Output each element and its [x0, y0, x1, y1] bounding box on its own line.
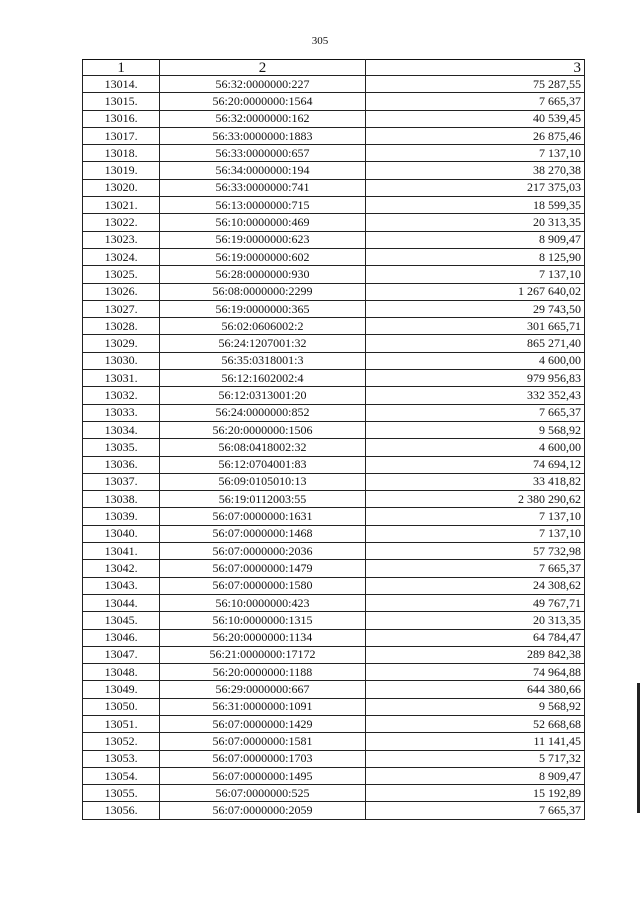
- column-header-3: 3: [365, 60, 584, 76]
- amount-cell: 332 352,43: [365, 387, 584, 404]
- row-number-cell: 13056.: [83, 802, 160, 819]
- cadastral-number-cell: 56:10:0000000:469: [160, 214, 366, 231]
- table-row: [83, 318, 585, 335]
- amount-cell: 7 665,37: [365, 802, 584, 819]
- row-number-cell: 13047.: [83, 646, 160, 663]
- table-row: [83, 145, 585, 162]
- row-number-cell: 13025.: [83, 266, 160, 283]
- row-number-cell: 13035.: [83, 439, 160, 456]
- table-row: [83, 421, 585, 438]
- table-row: [83, 525, 585, 542]
- amount-cell: 29 743,50: [365, 300, 584, 317]
- table-row: [83, 698, 585, 715]
- amount-cell: 7 137,10: [365, 525, 584, 542]
- amount-cell: 7 665,37: [365, 404, 584, 421]
- table-row: [83, 473, 585, 490]
- table-row: [83, 231, 585, 248]
- table-row: [83, 404, 585, 421]
- amount-cell: 644 380,66: [365, 681, 584, 698]
- cadastral-number-cell: 56:33:0000000:1883: [160, 127, 366, 144]
- cadastral-number-cell: 56:07:0000000:1429: [160, 715, 366, 732]
- table-row: [83, 300, 585, 317]
- cadastral-number-cell: 56:24:0000000:852: [160, 404, 366, 421]
- table-row: [83, 76, 585, 93]
- amount-cell: 217 375,03: [365, 179, 584, 196]
- cadastral-number-cell: 56:12:0704001:83: [160, 456, 366, 473]
- row-number-cell: 13033.: [83, 404, 160, 421]
- table-row: [83, 335, 585, 352]
- row-number-cell: 13031.: [83, 370, 160, 387]
- row-number-cell: 13029.: [83, 335, 160, 352]
- row-number-cell: 13018.: [83, 145, 160, 162]
- cadastral-number-cell: 56:07:0000000:1580: [160, 577, 366, 594]
- row-number-cell: 13040.: [83, 525, 160, 542]
- amount-cell: 7 137,10: [365, 508, 584, 525]
- amount-cell: 7 137,10: [365, 145, 584, 162]
- table-row: [83, 646, 585, 663]
- cadastral-number-cell: 56:19:0000000:623: [160, 231, 366, 248]
- table-row: [83, 283, 585, 300]
- row-number-cell: 13034.: [83, 421, 160, 438]
- cadastral-number-cell: 56:07:0000000:2036: [160, 543, 366, 560]
- amount-cell: 64 784,47: [365, 629, 584, 646]
- table-row: [83, 508, 585, 525]
- table-row: [83, 664, 585, 681]
- amount-cell: 5 717,32: [365, 750, 584, 767]
- cadastral-number-cell: 56:10:0000000:1315: [160, 612, 366, 629]
- cadastral-number-cell: 56:28:0000000:930: [160, 266, 366, 283]
- table-body: [83, 76, 585, 820]
- table-row: [83, 491, 585, 508]
- cadastral-number-cell: 56:34:0000000:194: [160, 162, 366, 179]
- amount-cell: 8 909,47: [365, 231, 584, 248]
- table-row: [83, 802, 585, 819]
- table-row: [83, 785, 585, 802]
- amount-cell: 7 665,37: [365, 93, 584, 110]
- table-row: [83, 543, 585, 560]
- table-row: [83, 456, 585, 473]
- cadastral-number-cell: 56:20:0000000:1506: [160, 421, 366, 438]
- row-number-cell: 13042.: [83, 560, 160, 577]
- table-row: [83, 560, 585, 577]
- cadastral-number-cell: 56:19:0000000:365: [160, 300, 366, 317]
- cadastral-number-cell: 56:31:0000000:1091: [160, 698, 366, 715]
- amount-cell: 33 418,82: [365, 473, 584, 490]
- amount-cell: 38 270,38: [365, 162, 584, 179]
- table-row: [83, 439, 585, 456]
- cadastral-number-cell: 56:02:0606002:2: [160, 318, 366, 335]
- amount-cell: 26 875,46: [365, 127, 584, 144]
- table-header: [83, 60, 585, 76]
- cadastral-number-cell: 56:12:0313001:20: [160, 387, 366, 404]
- amount-cell: 8 125,90: [365, 248, 584, 265]
- amount-cell: 24 308,62: [365, 577, 584, 594]
- cadastral-number-cell: 56:35:0318001:3: [160, 352, 366, 369]
- table-row: [83, 733, 585, 750]
- row-number-cell: 13019.: [83, 162, 160, 179]
- row-number-cell: 13015.: [83, 93, 160, 110]
- table-row: [83, 767, 585, 784]
- amount-cell: 9 568,92: [365, 698, 584, 715]
- row-number-cell: 13017.: [83, 127, 160, 144]
- table-row: [83, 197, 585, 214]
- table-row: [83, 214, 585, 231]
- cadastral-number-cell: 56:20:0000000:1134: [160, 629, 366, 646]
- cadastral-number-cell: 56:07:0000000:1495: [160, 767, 366, 784]
- row-number-cell: 13023.: [83, 231, 160, 248]
- column-header-1: 1: [83, 60, 160, 76]
- row-number-cell: 13022.: [83, 214, 160, 231]
- amount-cell: 4 600,00: [365, 352, 584, 369]
- cadastral-number-cell: 56:32:0000000:162: [160, 110, 366, 127]
- row-number-cell: 13024.: [83, 248, 160, 265]
- row-number-cell: 13052.: [83, 733, 160, 750]
- row-number-cell: 13050.: [83, 698, 160, 715]
- amount-cell: 4 600,00: [365, 439, 584, 456]
- cadastral-number-cell: 56:12:1602002:4: [160, 370, 366, 387]
- row-number-cell: 13030.: [83, 352, 160, 369]
- row-number-cell: 13028.: [83, 318, 160, 335]
- amount-cell: 11 141,45: [365, 733, 584, 750]
- row-number-cell: 13021.: [83, 197, 160, 214]
- amount-cell: 7 665,37: [365, 560, 584, 577]
- table-row: [83, 594, 585, 611]
- amount-cell: 289 842,38: [365, 646, 584, 663]
- cadastral-number-cell: 56:07:0000000:1631: [160, 508, 366, 525]
- page-number: 305: [311, 35, 329, 47]
- amount-cell: 865 271,40: [365, 335, 584, 352]
- table-row: [83, 266, 585, 283]
- row-number-cell: 13037.: [83, 473, 160, 490]
- header-row: [83, 60, 585, 76]
- row-number-cell: 13051.: [83, 715, 160, 732]
- table-row: [83, 629, 585, 646]
- table-row: [83, 352, 585, 369]
- cadastral-number-cell: 56:07:0000000:1479: [160, 560, 366, 577]
- cadastral-number-cell: 56:19:0000000:602: [160, 248, 366, 265]
- table-row: [83, 370, 585, 387]
- cadastral-number-cell: 56:07:0000000:1703: [160, 750, 366, 767]
- cadastral-number-cell: 56:32:0000000:227: [160, 76, 366, 93]
- table-row: [83, 127, 585, 144]
- cadastral-number-cell: 56:07:0000000:525: [160, 785, 366, 802]
- row-number-cell: 13044.: [83, 594, 160, 611]
- cadastral-number-cell: 56:21:0000000:17172: [160, 646, 366, 663]
- amount-cell: 20 313,35: [365, 612, 584, 629]
- amount-cell: 9 568,92: [365, 421, 584, 438]
- cadastral-number-cell: 56:08:0418002:32: [160, 439, 366, 456]
- row-number-cell: 13020.: [83, 179, 160, 196]
- cadastral-number-cell: 56:07:0000000:1468: [160, 525, 366, 542]
- table-row: [83, 681, 585, 698]
- amount-cell: 979 956,83: [365, 370, 584, 387]
- row-number-cell: 13039.: [83, 508, 160, 525]
- cadastral-number-cell: 56:24:1207001:32: [160, 335, 366, 352]
- row-number-cell: 13032.: [83, 387, 160, 404]
- amount-cell: 20 313,35: [365, 214, 584, 231]
- cadastral-number-cell: 56:08:0000000:2299: [160, 283, 366, 300]
- column-header-2: 2: [160, 60, 366, 76]
- cadastral-number-cell: 56:07:0000000:1581: [160, 733, 366, 750]
- amount-cell: 15 192,89: [365, 785, 584, 802]
- cadastral-number-cell: 56:13:0000000:715: [160, 197, 366, 214]
- amount-cell: 18 599,35: [365, 197, 584, 214]
- table-row: [83, 248, 585, 265]
- amount-cell: 7 137,10: [365, 266, 584, 283]
- row-number-cell: 13038.: [83, 491, 160, 508]
- cadastral-number-cell: 56:09:0105010:13: [160, 473, 366, 490]
- table-row: [83, 750, 585, 767]
- cadastral-number-cell: 56:33:0000000:657: [160, 145, 366, 162]
- row-number-cell: 13016.: [83, 110, 160, 127]
- amount-cell: 75 287,55: [365, 76, 584, 93]
- amount-cell: 8 909,47: [365, 767, 584, 784]
- amount-cell: 301 665,71: [365, 318, 584, 335]
- amount-cell: 1 267 640,02: [365, 283, 584, 300]
- amount-cell: 57 732,98: [365, 543, 584, 560]
- cadastral-number-cell: 56:07:0000000:2059: [160, 802, 366, 819]
- amount-cell: 74 694,12: [365, 456, 584, 473]
- table-row: [83, 93, 585, 110]
- row-number-cell: 13043.: [83, 577, 160, 594]
- table-row: [83, 110, 585, 127]
- row-number-cell: 13041.: [83, 543, 160, 560]
- cadastral-number-cell: 56:19:0112003:55: [160, 491, 366, 508]
- cadastral-number-cell: 56:29:0000000:667: [160, 681, 366, 698]
- row-number-cell: 13036.: [83, 456, 160, 473]
- cadastral-number-cell: 56:33:0000000:741: [160, 179, 366, 196]
- amount-cell: 2 380 290,62: [365, 491, 584, 508]
- row-number-cell: 13055.: [83, 785, 160, 802]
- cadastral-number-cell: 56:20:0000000:1564: [160, 93, 366, 110]
- row-number-cell: 13048.: [83, 664, 160, 681]
- row-number-cell: 13026.: [83, 283, 160, 300]
- row-number-cell: 13054.: [83, 767, 160, 784]
- cadastral-number-cell: 56:10:0000000:423: [160, 594, 366, 611]
- row-number-cell: 13046.: [83, 629, 160, 646]
- table-row: [83, 179, 585, 196]
- row-number-cell: 13027.: [83, 300, 160, 317]
- amount-cell: 40 539,45: [365, 110, 584, 127]
- cadastral-number-cell: 56:20:0000000:1188: [160, 664, 366, 681]
- table-row: [83, 612, 585, 629]
- row-number-cell: 13053.: [83, 750, 160, 767]
- table-row: [83, 715, 585, 732]
- row-number-cell: 13014.: [83, 76, 160, 93]
- table-row: [83, 387, 585, 404]
- row-number-cell: 13049.: [83, 681, 160, 698]
- table-row: [83, 577, 585, 594]
- cadastral-table: [82, 59, 585, 820]
- amount-cell: 74 964,88: [365, 664, 584, 681]
- amount-cell: 49 767,71: [365, 594, 584, 611]
- row-number-cell: 13045.: [83, 612, 160, 629]
- table-row: [83, 162, 585, 179]
- amount-cell: 52 668,68: [365, 715, 584, 732]
